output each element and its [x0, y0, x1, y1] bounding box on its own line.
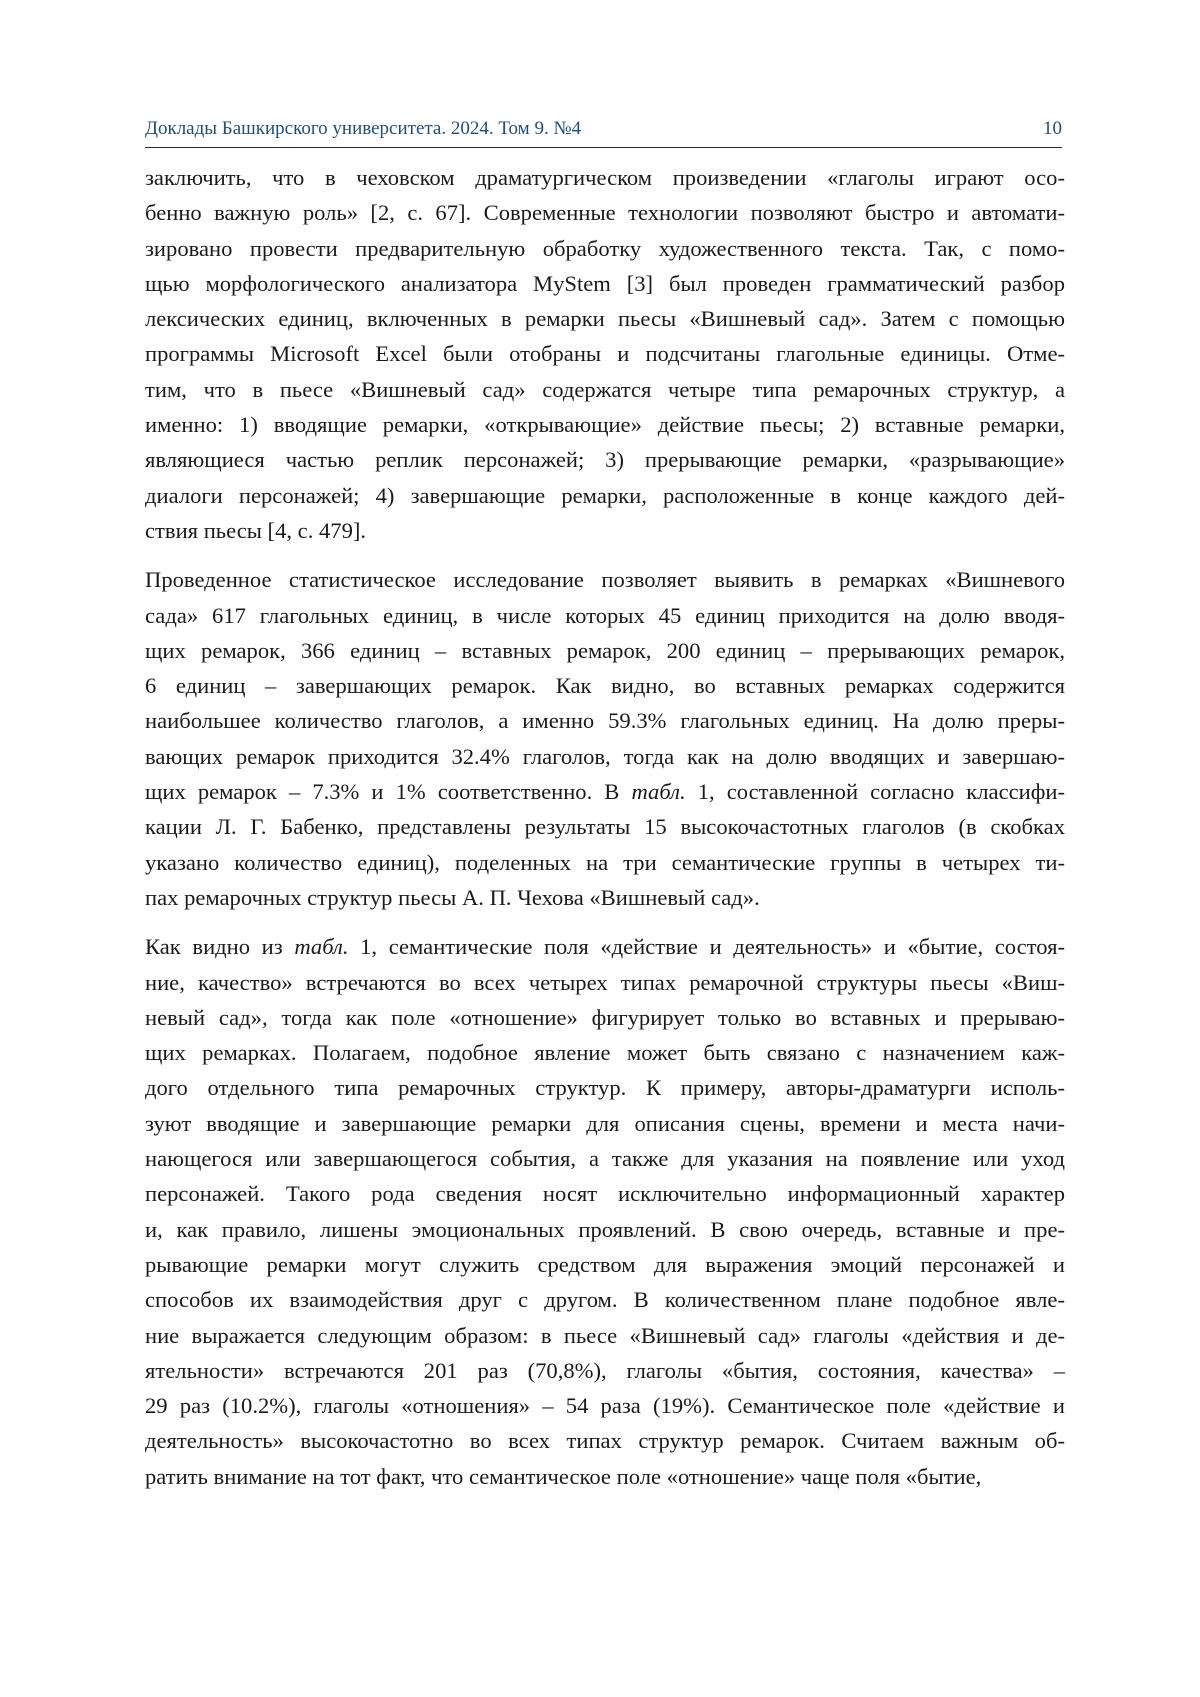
- text-line: являющиеся частью реплик персонажей; 3) прерывающие ремарки, «разрывающие»: [145, 447, 1065, 473]
- page-number: 10: [1043, 118, 1062, 139]
- text-line: [145, 929, 1065, 964]
- text-line: щью морфологического анализатора MyStem [3] был проведен грамматический разбор: [145, 270, 1065, 296]
- text-line: вающих ремарок приходится 32.4% глаголов, тогда как на долю вводящих и завершаю-: [145, 743, 1065, 769]
- text-line: кации Л. Г. Бабенко, представлены результаты 15 высокочастотных глаголов (в скобках: [145, 814, 1065, 840]
- text-line: наибольшее количество глаголов, а именно 59.3% глагольных единиц. На долю преры-: [145, 708, 1065, 734]
- text-line: и, как правило, лишены эмоциональных проявлений. В свою очередь, вставные и пре-: [145, 1216, 1065, 1242]
- text-line: [145, 774, 1065, 809]
- text-line: щих ремарок, 366 единиц – вставных ремарок, 200 единиц – прерывающих ремарок,: [145, 637, 1065, 663]
- paragraph: [145, 929, 1065, 1494]
- text-line: деятельность» высокочастотно во всех типах структур ремарок. Считаем важным об-: [145, 1428, 1065, 1454]
- paragraph: [145, 562, 1065, 915]
- text-line: лексических единиц, включенных в ремарки пьесы «Вишневый сад». Затем с помощью: [145, 306, 1065, 332]
- text-line: ние выражается следующим образом: в пьесе «Вишневый сад» глаголы «действия и де-: [145, 1322, 1065, 1348]
- text-line: именно: 1) вводящие ремарки, «открывающие» действие пьесы; 2) вставные ремарки,: [145, 412, 1065, 438]
- text-line: зуют вводящие и завершающие ремарки для описания сцены, времени и места начи-: [145, 1110, 1065, 1136]
- text-line: заключить, что в чеховском драматургическом произведении «глаголы играют осо-: [145, 165, 1065, 190]
- text-line: нающегося или завершающегося события, а также для указания на появление или уход: [145, 1146, 1065, 1172]
- paragraph: [145, 160, 1065, 548]
- text-line: 6 единиц – завершающих ремарок. Как видно, во вставных ремарках содержится: [145, 673, 1065, 699]
- text-line: 29 раз (10.2%), глаголы «отношения» – 54 раза (19%). Семантическое поле «действие и: [145, 1393, 1065, 1419]
- text-line: ятельности» встречаются 201 раз (70,8%), глаголы «бытия, состояния, качества» –: [145, 1357, 1065, 1383]
- text-line: ние, качество» встречаются во всех четырех типах ремарочной структуры пьесы «Виш-: [145, 969, 1065, 995]
- text-line: щих ремарках. Полагаем, подобное явление может быть связано с назначением каж-: [145, 1040, 1065, 1066]
- text-line: диалоги персонажей; 4) завершающие ремарки, расположенные в конце каждого дей-: [145, 482, 1065, 508]
- text-line: зировано провести предварительную обработку художественного текста. Так, с помо-: [145, 235, 1065, 261]
- text-line: способов их взаимодействия друг с другом. В количественном плане подобное явле-: [145, 1287, 1065, 1313]
- text-line: дого отдельного типа ремарочных структур. К примеру, авторы-драматурги исполь-: [145, 1075, 1065, 1101]
- text-line: персонажей. Такого рода сведения носят исключительно информационный характер: [145, 1181, 1065, 1207]
- text-line: сада» 617 глагольных единиц, в числе которых 45 единиц приходится на долю вводя-: [145, 602, 1065, 628]
- text-run: 1, семантические поля «действие и деятельность» и «бытие, состоя-: [348, 934, 1065, 960]
- text-line: невый сад», тогда как поле «отношение» фигурирует только во вставных и прерываю-: [145, 1004, 1065, 1030]
- body-text: [145, 160, 1065, 1508]
- text-line: программы Microsoft Excel были отобраны и подсчитаны глагольные единицы. Отме-: [145, 341, 1065, 367]
- running-header: [145, 114, 1062, 148]
- text-run: щих ремарок – 7.3% и 1% соответственно. В: [145, 779, 632, 805]
- text-line: рывающие ремарки могут служить средством для выражения эмоций персонажей и: [145, 1251, 1065, 1277]
- text-line: ствия пьесы [4, с. 479].: [145, 517, 367, 543]
- text-line: пах ремарочных структур пьесы А. П. Чехова «Вишневый сад».: [145, 884, 760, 910]
- text-line: тим, что в пьесе «Вишневый сад» содержатся четыре типа ремарочных структур, а: [145, 376, 1065, 402]
- text-line: указано количество единиц), поделенных на три семантические группы в четырех ти-: [145, 849, 1065, 875]
- text-line: Проведенное статистическое исследование позволяет выявить в ремарках «Вишневого: [145, 567, 1065, 593]
- italic-table-ref: табл.: [294, 934, 349, 960]
- text-line: ратить внимание на тот факт, что семантическое поле «отношение» чаще поля «бытие,: [145, 1463, 982, 1489]
- text-line: бенно важную роль» [2, с. 67]. Современные технологии позволяют быстро и автомати-: [145, 200, 1065, 226]
- journal-title: Доклады Башкирского университета. 2024. Том 9. №4: [145, 118, 582, 139]
- text-run: Как видно из: [145, 934, 295, 960]
- text-run: 1, составленной согласно классифи-: [685, 779, 1065, 805]
- italic-table-ref: табл.: [631, 779, 686, 805]
